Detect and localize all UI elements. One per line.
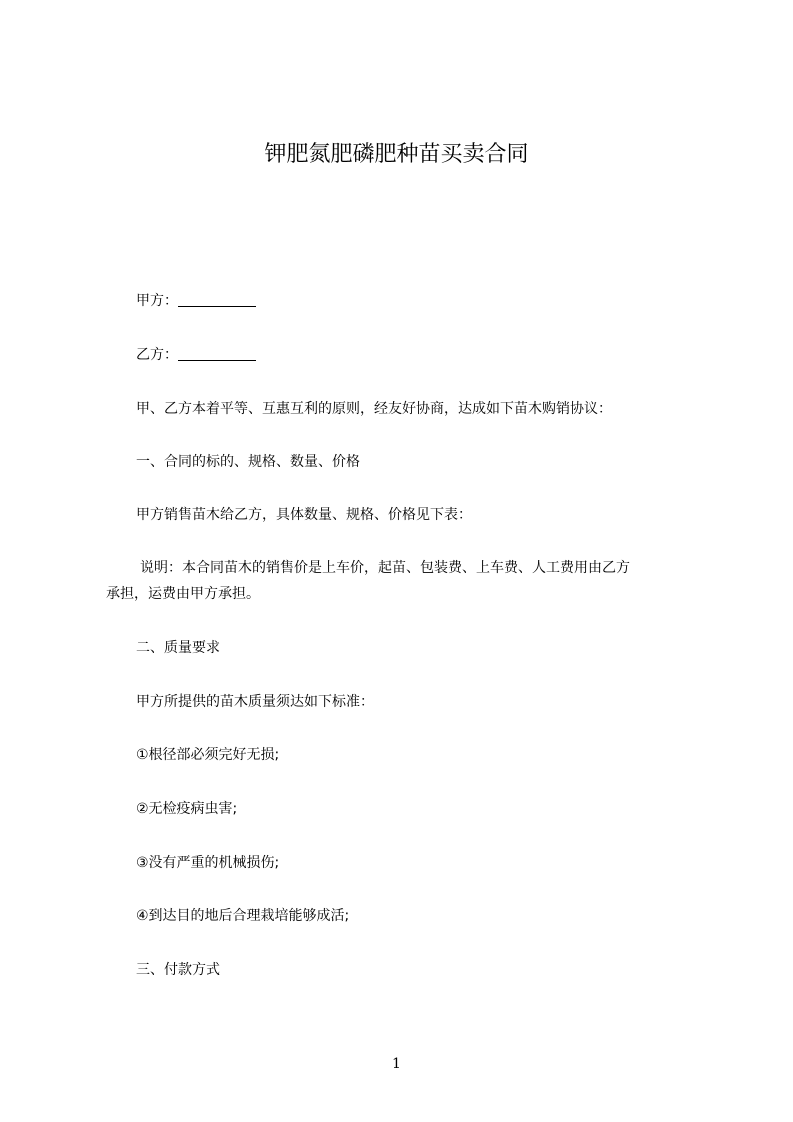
section3-heading: 三、付款方式: [136, 962, 220, 978]
section2-heading: 二、质量要求: [136, 640, 220, 656]
party-a-blank: [178, 292, 256, 307]
party-b-line: [136, 343, 716, 367]
requirement-3: ③没有严重的机械损伤;: [136, 855, 280, 871]
note-line-2: 承担，运费由甲方承担。: [106, 586, 260, 602]
party-a-line: [136, 289, 716, 313]
party-a-label: 甲方：: [136, 293, 178, 309]
section1-body: 甲方销售苗木给乙方，具体数量、规格、价格见下表：: [136, 507, 472, 523]
section1-heading: 一、合同的标的、规格、数量、价格: [136, 454, 360, 470]
party-b-blank: [178, 346, 256, 361]
requirement-2: ②无检疫病虫害;: [136, 801, 238, 817]
note-line-1: 说明：本合同苗木的销售价是上车价，起苗、包装费、上车费、人工费用由乙方: [140, 560, 630, 576]
document-title: 钾肥氮肥磷肥种苗买卖合同: [264, 142, 529, 167]
party-b-label: 乙方：: [136, 347, 178, 363]
requirement-4: ④到达目的地后合理栽培能够成活;: [136, 908, 350, 924]
requirement-1: ①根径部必须完好无损;: [136, 747, 280, 763]
intro-paragraph: 甲、乙方本着平等、互惠互利的原则，经友好协商，达成如下苗木购销协议：: [136, 401, 612, 417]
page-number: 1: [392, 1056, 401, 1072]
section2-body: 甲方所提供的苗木质量须达如下标准：: [136, 694, 374, 710]
